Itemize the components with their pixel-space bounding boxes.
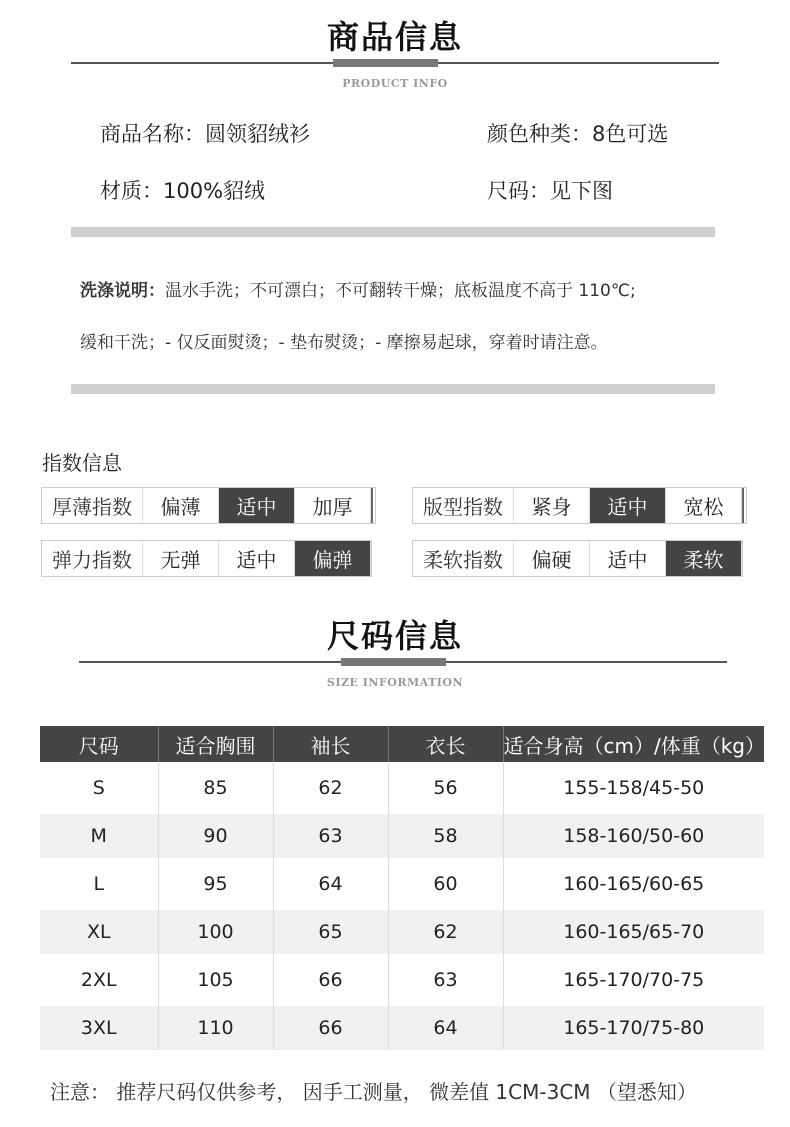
size-row xyxy=(40,814,764,858)
index-option: 柔软 xyxy=(666,541,742,576)
product-name: 商品名称：圆领貂绒衫 xyxy=(100,122,310,146)
index-label: 弹力指数 xyxy=(42,541,143,576)
header-height-weight: 适合身高（cm）/体重（kg） xyxy=(503,726,764,762)
size-cell: 58 xyxy=(388,814,503,858)
size-cell: S xyxy=(40,762,158,814)
size-cell: 85 xyxy=(158,762,273,814)
index-option: 偏硬 xyxy=(514,541,590,576)
index-label: 厚薄指数 xyxy=(42,488,143,523)
size-cell: 62 xyxy=(273,762,388,814)
size-cell: 63 xyxy=(388,954,503,1006)
size-cell: 165-170/70-75 xyxy=(503,954,764,1006)
index-option: 适中 xyxy=(219,488,295,523)
size-row xyxy=(40,954,764,1006)
size-cell: 66 xyxy=(273,954,388,1006)
washing-line-2: 缓和干洗；- 仅反面熨烫；- 垫布熨烫；- 摩擦易起球，穿着时请注意。 xyxy=(80,333,608,353)
size-table-header xyxy=(40,726,764,762)
index-option: 无弹 xyxy=(143,541,219,576)
thickness-index xyxy=(41,487,376,524)
size-cell: 160-165/60-65 xyxy=(503,858,764,910)
size-cell: 2XL xyxy=(40,954,158,1006)
size-info-subtitle: SIZE INFORMATION xyxy=(326,676,464,689)
fit-index xyxy=(412,487,747,524)
size-info-title: 尺码信息 xyxy=(326,617,463,655)
index-option: 偏弹 xyxy=(295,541,371,576)
size-cell: 155-158/45-50 xyxy=(503,762,764,814)
size-cell: 90 xyxy=(158,814,273,858)
size-cell: 66 xyxy=(273,1006,388,1050)
index-option: 加厚 xyxy=(295,488,371,523)
index-option: 适中 xyxy=(219,541,295,576)
size-cell: 65 xyxy=(273,910,388,954)
size-cell: 63 xyxy=(273,814,388,858)
elasticity-index xyxy=(41,540,372,577)
size-cell: 165-170/75-80 xyxy=(503,1006,764,1050)
size-row xyxy=(40,762,764,814)
size-cell: 160-165/65-70 xyxy=(503,910,764,954)
product-material: 材质：100%貂绒 xyxy=(100,179,266,203)
washing-line-1 xyxy=(80,276,636,301)
header-sleeve: 袖长 xyxy=(273,726,388,762)
product-info-divider-accent xyxy=(333,59,438,67)
index-end-marker xyxy=(742,488,746,523)
size-cell: 62 xyxy=(388,910,503,954)
index-option: 偏薄 xyxy=(143,488,219,523)
product-info-title: 商品信息 xyxy=(326,18,463,56)
size-cell: 56 xyxy=(388,762,503,814)
washing-text-1: 温水手洗；不可漂白；不可翻转干燥；底板温度不高于 110℃; xyxy=(165,281,636,301)
size-cell: 64 xyxy=(388,1006,503,1050)
size-cell: 158-160/50-60 xyxy=(503,814,764,858)
softness-index xyxy=(412,540,743,577)
size-cell: M xyxy=(40,814,158,858)
index-option: 紧身 xyxy=(514,488,590,523)
size-row xyxy=(40,858,764,910)
separator-bar xyxy=(71,384,715,394)
header-length: 衣长 xyxy=(388,726,503,762)
index-option: 适中 xyxy=(590,541,666,576)
separator-bar xyxy=(71,227,715,237)
size-cell: 64 xyxy=(273,858,388,910)
header-chest: 适合胸围 xyxy=(158,726,273,762)
size-cell: 3XL xyxy=(40,1006,158,1050)
size-cell: 60 xyxy=(388,858,503,910)
size-cell: 110 xyxy=(158,1006,273,1050)
size-row xyxy=(40,910,764,954)
index-end-marker xyxy=(371,488,375,523)
index-heading: 指数信息 xyxy=(42,451,122,475)
size-cell: 100 xyxy=(158,910,273,954)
size-cell: 105 xyxy=(158,954,273,1006)
header-size: 尺码 xyxy=(40,726,158,762)
size-cell: XL xyxy=(40,910,158,954)
index-option: 宽松 xyxy=(666,488,742,523)
size-note: 注意： 推荐尺码仅供参考， 因手工测量， 微差值 1CM-3CM （望悉知） xyxy=(50,1080,697,1104)
index-label: 版型指数 xyxy=(413,488,514,523)
index-option: 适中 xyxy=(590,488,666,523)
size-cell: 95 xyxy=(158,858,273,910)
index-label: 柔软指数 xyxy=(413,541,514,576)
product-colors: 颜色种类：8色可选 xyxy=(487,122,669,146)
size-row xyxy=(40,1006,764,1050)
product-size: 尺码：见下图 xyxy=(487,179,613,203)
size-table xyxy=(40,726,764,1050)
product-info-subtitle: PRODUCT INFO xyxy=(342,77,448,90)
size-cell: L xyxy=(40,858,158,910)
size-info-divider-accent xyxy=(341,658,446,666)
washing-label: 洗涤说明： xyxy=(80,281,165,301)
